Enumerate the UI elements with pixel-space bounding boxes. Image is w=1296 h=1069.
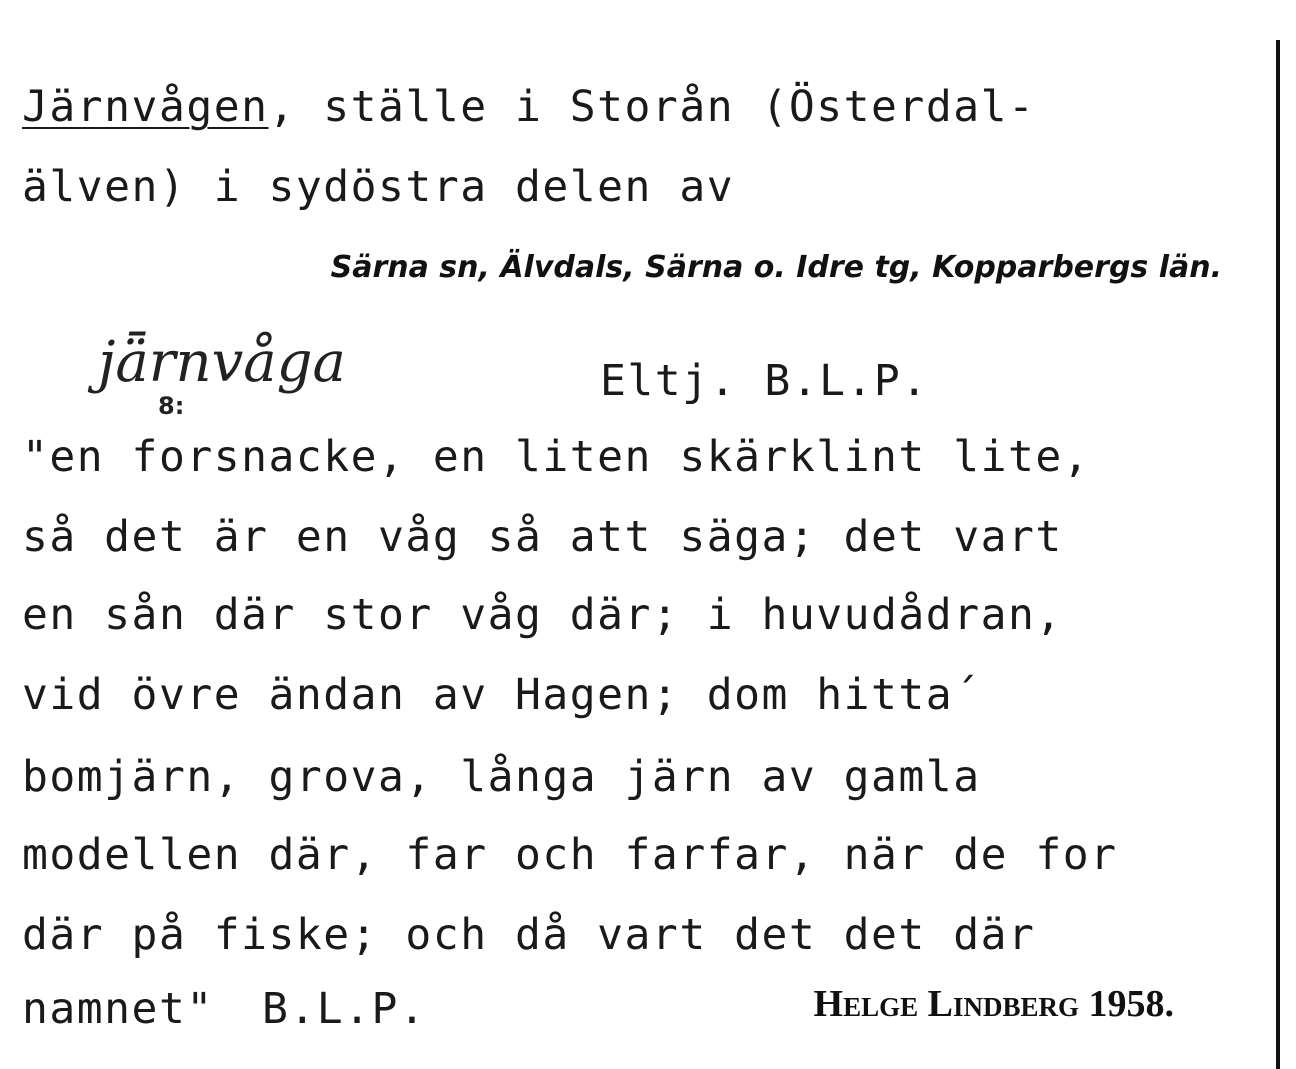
parish-location: Särna sn, Älvdals, Särna o. Idre tg, Kopparbergs län. bbox=[330, 250, 1222, 285]
quote-line: vid övre ändan av Hagen; dom hitta´ bbox=[22, 670, 981, 720]
quote-line: en sån där stor våg där; i huvudådran, bbox=[22, 590, 1063, 640]
headword: Järnvågen bbox=[22, 82, 269, 132]
pronunciation-note: 8: bbox=[158, 392, 185, 420]
quote-line: namnet" bbox=[22, 984, 214, 1034]
quote-line: modellen där, far och farfar, när de for bbox=[22, 830, 1118, 880]
informant-source-top: Eltj. B.L.P. bbox=[600, 356, 929, 406]
collector-signature: Helge Lindberg 1958. bbox=[813, 983, 1174, 1025]
definition-line-1 bbox=[22, 82, 1036, 132]
informant-source-bottom: B.L.P. bbox=[262, 984, 427, 1034]
definition-line-2: älven) i sydöstra delen av bbox=[22, 162, 735, 212]
card-edge-line bbox=[1276, 40, 1280, 1069]
quote-line: "en forsnacke, en liten skärklint lite, bbox=[22, 432, 1091, 482]
quote-line: bomjärn, grova, långa järn av gamla bbox=[22, 752, 981, 802]
quote-line: där på fiske; och då vart det det där bbox=[22, 910, 1036, 960]
definition-text: , ställe i Storån (Österdal- bbox=[268, 82, 1036, 132]
quote-line: så det är en våg så att säga; det vart bbox=[22, 512, 1063, 562]
pronunciation-handwritten: jǟrnvåga bbox=[98, 330, 346, 395]
